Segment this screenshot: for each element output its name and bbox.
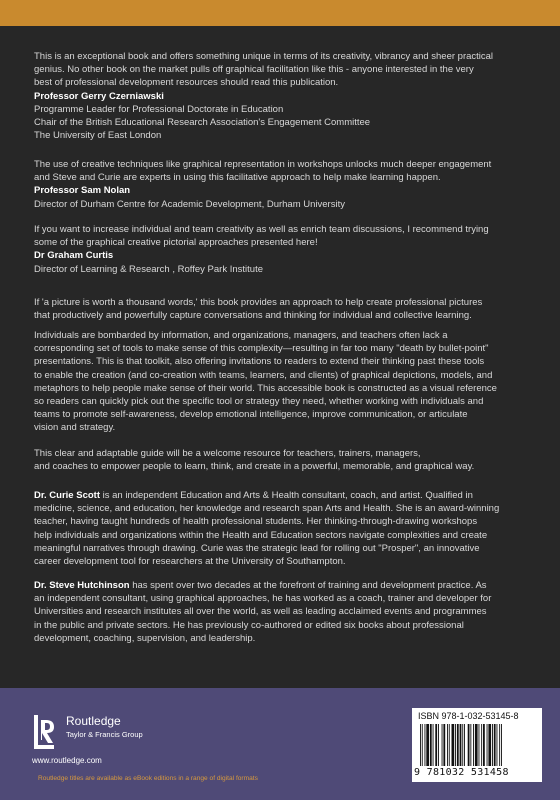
barcode-bar bbox=[470, 724, 471, 766]
barcode-digits: 9 781032 531458 bbox=[414, 767, 509, 778]
endorser-name: Dr Graham Curtis bbox=[34, 250, 114, 262]
author-bio-line: career development tool for researchers at the University of Southampton. bbox=[34, 556, 346, 568]
blurb-paragraph-3 bbox=[34, 447, 534, 473]
barcode-bar bbox=[487, 724, 488, 766]
blurb-line: metaphors to help people make sense of their world. This accessible book is constructed as a visual reference bbox=[34, 382, 497, 394]
blurb-line: If 'a picture is worth a thousand words,' this book provides an approach to help create professional pictures bbox=[34, 297, 483, 308]
author-bio-line: Universities and research institutes all over the world, as well as leading acclaimed events and programmes bbox=[34, 606, 487, 618]
publisher-block bbox=[32, 712, 252, 765]
endorser-name: Professor Sam Nolan bbox=[34, 185, 131, 197]
endorsement-text-line: This is an exceptional book and offers something unique in terms of its creativity, vibrancy and sheer practical bbox=[34, 51, 494, 62]
endorser-role: The University of East London bbox=[34, 130, 162, 142]
barcode-bar bbox=[481, 724, 482, 766]
blurb-paragraph-1 bbox=[34, 296, 534, 322]
endorsement-text-line: The use of creative techniques like graphical representation in workshops unlocks much deeper engagement bbox=[34, 159, 492, 170]
author-bio-first-line bbox=[34, 489, 534, 502]
barcode-bar bbox=[473, 724, 474, 766]
endorsement-text-line: genius. No other book on the market pulls off graphical facilitation like this - anyone interested in the very bbox=[34, 64, 474, 76]
barcode-bar bbox=[479, 724, 480, 766]
blurb-line: that productively and powerfully capture conversations and thinking for individual and collective learning. bbox=[34, 310, 472, 322]
endorsement-3 bbox=[34, 223, 534, 276]
barcode-bar bbox=[430, 724, 432, 766]
author-bio-1 bbox=[34, 489, 534, 568]
blurb-line: This clear and adaptable guide will be a welcome resource for teachers, trainers, managers, bbox=[34, 448, 421, 459]
top-color-band bbox=[0, 0, 560, 26]
author-bio-line: medicine, science, and education, her knowledge and research span Arts and Health. She is an award-winning bbox=[34, 503, 500, 515]
barcode-bar bbox=[452, 724, 455, 766]
publisher-url[interactable]: www.routledge.com bbox=[32, 756, 102, 765]
author-bio-2 bbox=[34, 579, 534, 645]
author-name: Dr. Steve Hutchinson bbox=[34, 580, 130, 591]
barcode-bar bbox=[438, 724, 439, 766]
author-bio-line: meaningful narratives through drawing. Curie was the strategic lead for rolling out "Prosper", an innovative bbox=[34, 542, 480, 554]
ebook-availability-note: Routledge titles are available as eBook editions in a range of digital formats bbox=[38, 775, 258, 782]
isbn-barcode bbox=[412, 708, 542, 782]
barcode-bar bbox=[433, 724, 434, 766]
blurb-line: Individuals are bombarded by information, and organizations, managers, and teachers often lack a bbox=[34, 330, 448, 341]
barcode-bar bbox=[462, 724, 463, 766]
barcode-bar bbox=[420, 724, 421, 766]
barcode-bar bbox=[475, 724, 478, 766]
barcode-bar bbox=[460, 724, 462, 766]
author-bio-line: an independent consultant, using graphical approaches, he has worked as a coach, trainer and developer for bbox=[34, 593, 492, 605]
endorsement-2 bbox=[34, 158, 534, 211]
routledge-logo-icon bbox=[32, 712, 62, 754]
author-bio-line: teacher, having taught hundreds of health professional students. Her thinking-through-drawing workshops bbox=[34, 516, 478, 528]
author-bio-line: development, coaching, supervision, and leadership. bbox=[34, 632, 256, 644]
publisher-group: Taylor & Francis Group bbox=[66, 730, 143, 739]
endorsement-text-line: If you want to increase individual and team creativity as well as enrich team discussions, I recommend trying bbox=[34, 224, 489, 235]
endorser-role: Director of Durham Centre for Academic Development, Durham University bbox=[34, 198, 345, 210]
barcode-bar bbox=[483, 724, 485, 766]
barcode-bar bbox=[492, 724, 493, 766]
barcode-bar bbox=[435, 724, 437, 766]
blurb-line: presentations. This is that toolkit, also offering invitations to readers to extend their thinking past these tools bbox=[34, 356, 485, 368]
author-bio-text: has spent over two decades at the forefront of training and development practice. As bbox=[129, 580, 487, 591]
barcode-bar bbox=[449, 724, 450, 766]
endorser-role: Chair of the British Educational Research Association's Engagement Committee bbox=[34, 117, 371, 129]
endorsement-text-line: some of the graphical creative pictorial approaches presented here! bbox=[34, 237, 318, 249]
barcode-bar bbox=[494, 724, 496, 766]
blurb-line: and coaches to empower people to learn, think, and create in a powerful, memorable, and graphical way. bbox=[34, 461, 475, 473]
barcode-bar bbox=[455, 724, 456, 766]
barcode-bar bbox=[468, 724, 470, 766]
barcode-bar bbox=[425, 724, 426, 766]
blurb-paragraph-2 bbox=[34, 329, 534, 435]
blurb-line: corresponding set of tools to make sense of this complexity—resulting in far too many "death by bullet-point" bbox=[34, 343, 489, 355]
barcode-bar bbox=[422, 724, 423, 766]
barcode-bar bbox=[501, 724, 502, 766]
isbn-label: ISBN 978-1-032-53145-8 bbox=[418, 711, 519, 721]
endorser-role: Director of Learning & Research , Roffey Park Institute bbox=[34, 263, 263, 275]
barcode-bar bbox=[499, 724, 500, 766]
publisher-name: Routledge bbox=[66, 714, 121, 728]
blurb-line: to enable the creation (and co-creation with teams, learners, and clients) of graphical depictions, models, and bbox=[34, 369, 493, 381]
barcode-bar bbox=[497, 724, 498, 766]
blurb-line: so readers can quickly pick out the specific tool or strategy they need, whether working with individuals and bbox=[34, 396, 484, 408]
endorsement-text-line: best of professional development resources should read this publication. bbox=[34, 77, 339, 89]
barcode-bar bbox=[447, 724, 448, 766]
endorsement-text-line: and Steve and Curie are experts in using this facilitative approach to help make learning happen. bbox=[34, 172, 441, 184]
endorser-name: Professor Gerry Czerniawski bbox=[34, 90, 164, 102]
barcode-bar bbox=[442, 724, 443, 766]
barcode-bar bbox=[426, 724, 429, 766]
barcode-bar bbox=[464, 724, 465, 766]
author-bio-first-line bbox=[34, 579, 534, 592]
author-bio-text: is an independent Education and Arts & Health consultant, coach, and artist. Qualified in bbox=[100, 490, 473, 501]
author-bio-line: help individuals and organizations within the Health and Education sectors navigate complexities and create bbox=[34, 529, 488, 541]
blurb-line: vision and strategy. bbox=[34, 422, 116, 434]
author-bio-line: in the public and private sectors. He has previously co-authored or edited six books about professional bbox=[34, 619, 464, 631]
author-name: Dr. Curie Scott bbox=[34, 490, 100, 501]
barcode-icon bbox=[418, 724, 536, 766]
barcode-bar bbox=[457, 724, 459, 766]
barcode-bar bbox=[443, 724, 445, 766]
barcode-bar bbox=[488, 724, 491, 766]
endorser-role: Programme Leader for Professional Doctorate in Education bbox=[34, 103, 284, 115]
endorsement-1 bbox=[34, 50, 534, 142]
blurb-line: teams to promote self-awareness, develop emotional intelligence, improve communication, or articulate bbox=[34, 409, 468, 421]
